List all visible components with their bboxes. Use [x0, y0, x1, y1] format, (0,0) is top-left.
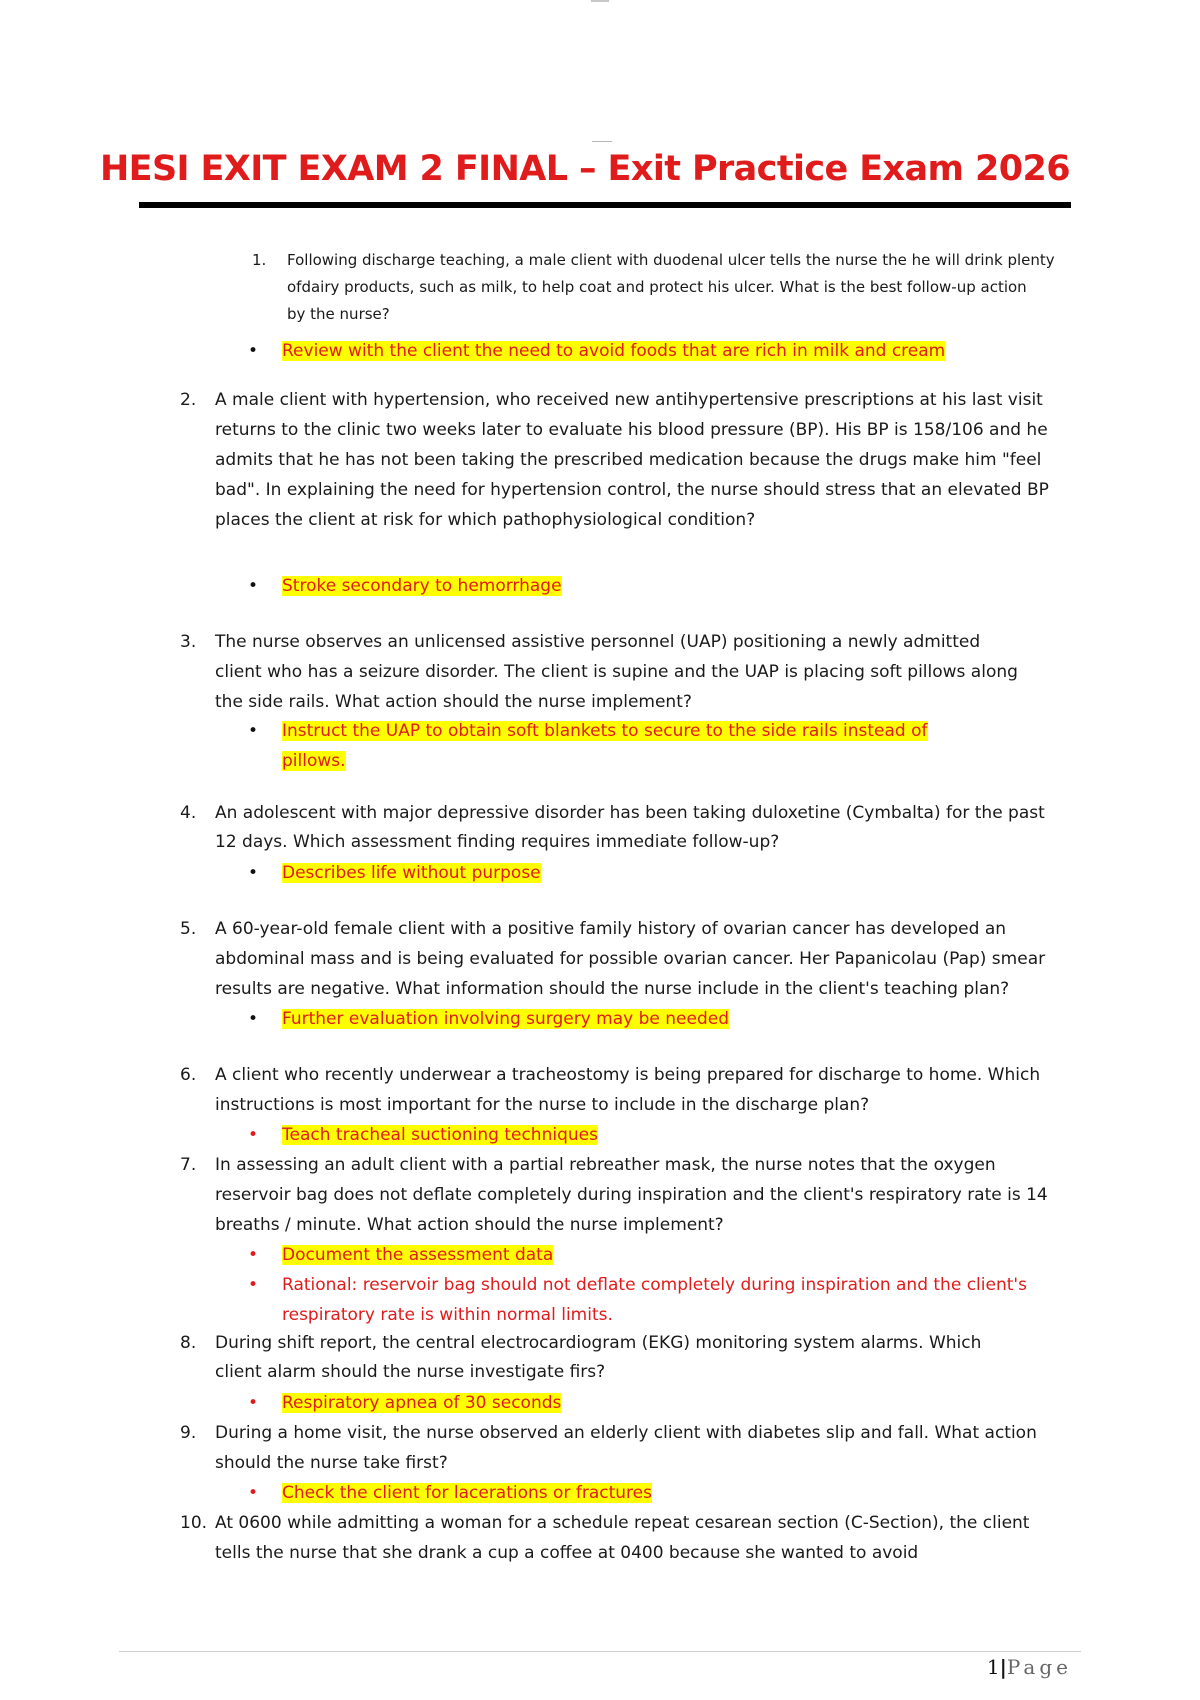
question-text	[287, 247, 1055, 328]
question-line: 12 days. Which assessment finding requires immediate follow-up?	[215, 832, 780, 852]
question-text	[215, 1150, 1048, 1240]
answer-line: Teach tracheal suctioning techniques	[282, 1125, 598, 1145]
answer-text	[282, 1240, 553, 1270]
bullet-icon: •	[248, 863, 259, 883]
answer-text	[282, 336, 945, 366]
footer-divider	[119, 1651, 1081, 1652]
question-number: 9.	[180, 1423, 197, 1443]
page-label: Page	[1006, 1655, 1072, 1679]
bullet-icon: •	[248, 1009, 259, 1029]
question-line: ofdairy products, such as milk, to help coat and protect his ulcer. What is the best follow-up action	[287, 278, 1027, 296]
header-marker	[592, 141, 612, 142]
question-text	[215, 1508, 1029, 1568]
rationale-line: respiratory rate is within normal limits.	[282, 1305, 613, 1325]
answer-text	[282, 1388, 561, 1418]
question-number: 3.	[180, 632, 197, 652]
question-line: bad". In explaining the need for hypertension control, the nurse should stress that an elevated BP	[215, 480, 1049, 500]
title-underline	[139, 202, 1071, 208]
question-number: 10.	[180, 1513, 208, 1533]
bullet-icon: •	[248, 1483, 259, 1503]
answer-line: Document the assessment data	[282, 1245, 554, 1265]
answer-line: Describes life without purpose	[282, 863, 541, 883]
question-line: At 0600 while admitting a woman for a schedule repeat cesarean section (C-Section), the client	[215, 1513, 1030, 1533]
question-text	[215, 1329, 981, 1387]
question-line: During a home visit, the nurse observed an elderly client with diabetes slip and fall. What action	[215, 1423, 1037, 1443]
answer-line: Stroke secondary to hemorrhage	[282, 576, 562, 596]
question-line: A male client with hypertension, who received new antihypertensive prescriptions at his last visit	[215, 390, 1043, 410]
question-number: 8.	[180, 1333, 197, 1353]
answer-line: Instruct the UAP to obtain soft blankets to secure to the side rails instead of	[282, 721, 928, 741]
answer-text	[282, 1120, 598, 1150]
question-line: A 60-year-old female client with a positive family history of ovarian cancer has developed an	[215, 919, 1007, 939]
question-line: instructions is most important for the nurse to include in the discharge plan?	[215, 1095, 870, 1115]
question-line: places the client at risk for which pathophysiological condition?	[215, 510, 756, 530]
question-line: breaths / minute. What action should the nurse implement?	[215, 1215, 724, 1235]
rationale-line: Rational: reservoir bag should not deflate completely during inspiration and the client's	[282, 1275, 1027, 1295]
question-line: tells the nurse that she drank a cup a coffee at 0400 because she wanted to avoid	[215, 1543, 919, 1563]
question-number: 1.	[252, 251, 267, 269]
question-line: should the nurse take first?	[215, 1453, 448, 1473]
question-number: 2.	[180, 390, 197, 410]
bullet-icon: •	[248, 721, 259, 741]
question-line: by the nurse?	[287, 305, 390, 323]
question-line: reservoir bag does not deflate completely during inspiration and the client's respiratory rate is 14	[215, 1185, 1048, 1205]
question-line: results are negative. What information should the nurse include in the client's teaching plan?	[215, 979, 1010, 999]
page-separator: |	[999, 1655, 1007, 1679]
top-marker	[591, 0, 609, 2]
bullet-icon: •	[248, 341, 259, 361]
bullet-icon: •	[248, 1275, 259, 1295]
question-line: A client who recently underwear a tracheostomy is being prepared for discharge to home. Which	[215, 1065, 1041, 1085]
question-line: Following discharge teaching, a male client with duodenal ulcer tells the nurse the he will drink plenty	[287, 251, 1055, 269]
question-line: the side rails. What action should the nurse implement?	[215, 692, 692, 712]
document-title: HESI EXIT EXAM 2 FINAL – Exit Practice Exam 2026	[99, 149, 1070, 189]
question-text	[215, 1418, 1037, 1478]
question-number: 6.	[180, 1065, 197, 1085]
bullet-icon: •	[248, 1393, 259, 1413]
question-line: During shift report, the central electrocardiogram (EKG) monitoring system alarms. Which	[215, 1333, 982, 1353]
answer-line: Further evaluation involving surgery may be needed	[282, 1009, 730, 1029]
answer-line: Respiratory apnea of 30 seconds	[282, 1393, 562, 1413]
question-number: 4.	[180, 803, 197, 823]
question-line: client alarm should the nurse investigate firs?	[215, 1362, 606, 1382]
rationale-text	[282, 1270, 1027, 1330]
question-text	[215, 799, 1045, 857]
page-number-value: 1	[986, 1655, 1000, 1679]
question-text	[215, 1060, 1040, 1120]
answer-text	[282, 571, 562, 601]
page-number	[987, 1655, 1072, 1679]
answer-line: Review with the client the need to avoid foods that are rich in milk and cream	[282, 341, 946, 361]
question-line: abdominal mass and is being evaluated for possible ovarian cancer. Her Papanicolau (Pap) smear	[215, 949, 1046, 969]
question-text	[215, 627, 1018, 717]
question-line: returns to the clinic two weeks later to evaluate his blood pressure (BP). His BP is 158/106 and he	[215, 420, 1048, 440]
question-number: 5.	[180, 919, 197, 939]
bullet-icon: •	[248, 1125, 259, 1145]
question-line: client who has a seizure disorder. The client is supine and the UAP is placing soft pillows along	[215, 662, 1018, 682]
question-line: The nurse observes an unlicensed assistive personnel (UAP) positioning a newly admitted	[215, 632, 981, 652]
bullet-icon: •	[248, 576, 259, 596]
question-line: An adolescent with major depressive disorder has been taking duloxetine (Cymbalta) for the past	[215, 803, 1045, 823]
question-text	[215, 385, 1049, 535]
answer-line: Check the client for lacerations or fractures	[282, 1483, 652, 1503]
bullet-icon: •	[248, 1245, 259, 1265]
question-line: In assessing an adult client with a partial rebreather mask, the nurse notes that the oxygen	[215, 1155, 996, 1175]
answer-line: pillows.	[282, 751, 346, 771]
question-number: 7.	[180, 1155, 197, 1175]
answer-text	[282, 1004, 729, 1034]
question-line: admits that he has not been taking the prescribed medication because the drugs make him "feel	[215, 450, 1042, 470]
answer-text	[282, 716, 928, 776]
answer-text	[282, 858, 541, 888]
answer-text	[282, 1478, 652, 1508]
question-text	[215, 914, 1045, 1004]
